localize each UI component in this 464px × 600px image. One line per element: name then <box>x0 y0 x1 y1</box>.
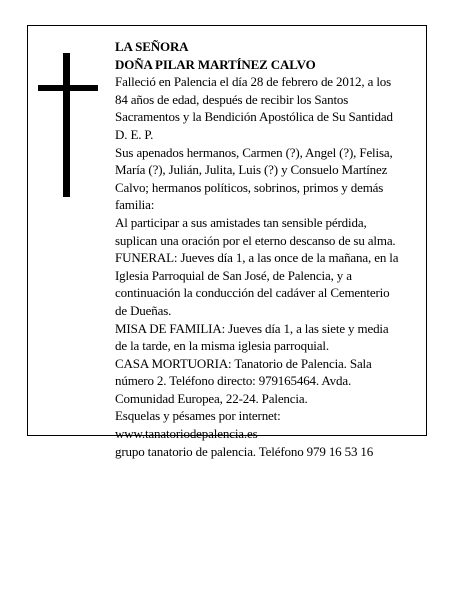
funeral-home-line: CASA MORTUORIA: Tanatorio de Palencia. Sala <box>115 355 372 371</box>
cross-horizontal-bar <box>38 85 98 91</box>
funeral-line: Iglesia Parroquial de San José, de Palencia, y a <box>115 267 352 283</box>
notice-header-title: LA SEÑORA <box>115 39 189 54</box>
death-announcement-line: Falleció en Palencia el día 28 de febrero de 2012, a los <box>115 74 392 90</box>
prayer-request-line: Al participar a sus amistades tan sensible pérdida, <box>115 214 367 230</box>
family-mass-line: de la tarde, en la misma iglesia parroquial. <box>115 338 329 354</box>
deceased-name: DOÑA PILAR MARTÍNEZ CALVO <box>115 56 316 72</box>
prayer-request-line: suplican una oración por el eterno descanso de su alma. <box>115 232 396 248</box>
condolences-line: Esquelas y pésames por internet: <box>115 408 281 424</box>
death-announcement-line: Sacramentos y la Bendición Apostólica de Su Santidad <box>115 109 393 125</box>
funeral-line: de Dueñas. <box>115 302 172 318</box>
website-line: www.tanatoriodepalencia.es <box>115 426 258 442</box>
family-mass-line: MISA DE FAMILIA: Jueves día 1, a las siete y media <box>115 320 389 336</box>
funeral-line: FUNERAL: Jueves día 1, a las once de la mañana, en la <box>115 250 399 266</box>
family-line: María (?), Julián, Julita, Luis (?) y Consuelo Martínez <box>115 162 388 178</box>
cross-vertical-bar <box>63 53 70 197</box>
funeral-line: continuación la conducción del cadáver al Cementerio <box>115 285 390 301</box>
funeral-home-line: Comunidad Europea, 22-24. Palencia. <box>115 390 308 406</box>
death-announcement-line: 84 años de edad, después de recibir los Santos <box>115 91 349 107</box>
funeral-home-line: número 2. Teléfono directo: 979165464. Avda. <box>115 373 352 389</box>
family-line: familia: <box>115 197 155 213</box>
family-line: Calvo; hermanos políticos, sobrinos, primos y demás <box>115 179 384 195</box>
rip-line: D. E. P. <box>115 126 154 142</box>
family-line: Sus apenados hermanos, Carmen (?), Angel (?), Felisa, <box>115 144 393 160</box>
contact-phone-line: grupo tanatorio de palencia. Teléfono 979 16 53 16 <box>115 443 374 459</box>
latin-cross-icon <box>38 53 98 197</box>
obituary-text <box>115 38 425 460</box>
